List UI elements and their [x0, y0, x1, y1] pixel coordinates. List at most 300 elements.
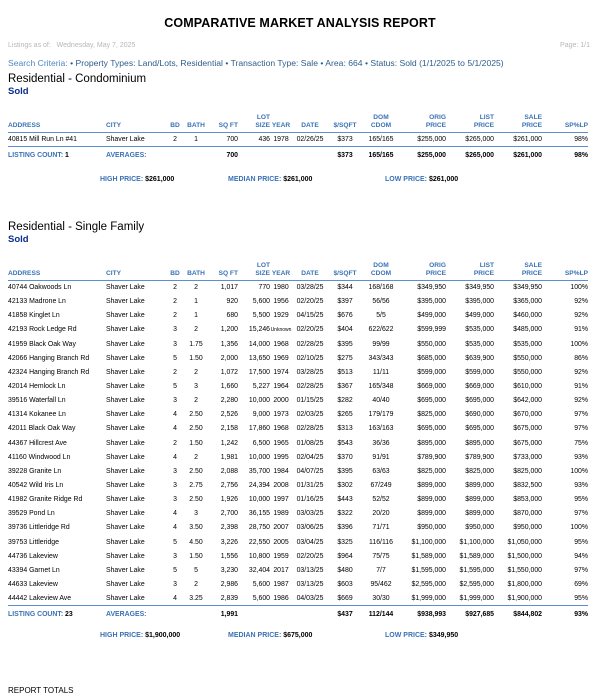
cell-dom-cdom: 67/249 — [370, 482, 392, 490]
cell-dom-cdom: 52/52 — [372, 496, 390, 504]
cell-list-price: $2,595,000 — [459, 581, 494, 589]
cell-date: 03/13/25 — [296, 581, 324, 589]
cell-bath: 2.50 — [189, 411, 203, 419]
cell-per-sqft: $367 — [337, 383, 353, 391]
cell-lot-size: 10,000 — [248, 496, 270, 504]
cell-lot-size: 15,246 — [248, 326, 270, 334]
cell-bath: 2 — [194, 397, 198, 405]
cell-list-price: $1,999,000 — [459, 594, 494, 602]
cell-sp-lp: 95% — [574, 594, 588, 602]
cell-lot-size: 9,000 — [252, 411, 270, 419]
cell-year: 1978 — [273, 136, 289, 144]
cell-bath: 2 — [194, 326, 198, 334]
cell-date: 04/07/25 — [296, 467, 324, 475]
cell-bath: 3 — [194, 510, 198, 518]
cell-sp-lp: 100% — [570, 467, 588, 475]
cell-dom-cdom: 5/5 — [376, 312, 386, 320]
cell-bd: 2 — [173, 284, 177, 292]
cell-year: Unknown — [270, 326, 292, 333]
column-header-bath: BATH — [182, 114, 210, 133]
column-header-sale-price — [494, 114, 542, 133]
section-title: Residential - Single Family — [8, 221, 145, 233]
cell-bath: 5 — [194, 566, 198, 574]
avg-per-sqft: $437 — [328, 606, 362, 624]
cell-year: 1969 — [273, 354, 289, 362]
cell-sqft: 1,356 — [220, 340, 238, 348]
cell-lot-size: 10,000 — [248, 397, 270, 405]
cell-bd: 4 — [173, 524, 177, 532]
high-price-label: HIGH PRICE: — [100, 176, 144, 183]
cell-orig-price: $899,000 — [417, 510, 446, 518]
cell-bd: 2 — [173, 368, 177, 376]
cell-lot-size: 17,860 — [248, 425, 270, 433]
cell-lot-size: 770 — [258, 284, 270, 292]
cell-city: Shaver Lake — [106, 482, 145, 490]
cell-year: 1974 — [273, 368, 289, 376]
cell-per-sqft: $313 — [337, 425, 353, 433]
cell-sale-price: $460,000 — [513, 312, 542, 320]
cell-sale-price: $610,000 — [513, 383, 542, 391]
column-header-sp-lp: SP%LP — [542, 262, 588, 281]
cell-sqft: 3,230 — [220, 566, 238, 574]
column-header-orig-price — [400, 262, 446, 281]
table-row — [8, 295, 588, 309]
cell-date: 02/03/25 — [296, 411, 324, 419]
cell-address: 44736 Lakeview — [8, 552, 58, 560]
column-header-bath: BATH — [182, 262, 210, 281]
column-header-address: ADDRESS — [8, 114, 106, 133]
cell-per-sqft: $395 — [337, 467, 353, 475]
cell-per-sqft: $370 — [337, 453, 353, 461]
cell-list-price: $1,100,000 — [459, 538, 494, 546]
cell-year: 1986 — [273, 594, 289, 602]
table-row — [8, 464, 588, 478]
cell-year: 1964 — [273, 383, 289, 391]
cell-sp-lp: 93% — [574, 453, 588, 461]
low-price-label: LOW PRICE: — [385, 632, 427, 639]
table-row — [8, 323, 588, 337]
table-row — [8, 379, 588, 393]
cell-orig-price: $499,000 — [417, 312, 446, 320]
cell-sqft: 1,200 — [220, 326, 238, 334]
column-header-year: YEAR — [270, 114, 292, 133]
report-title: COMPARATIVE MARKET ANALYSIS REPORT — [164, 16, 436, 30]
cell-sqft: 2,700 — [220, 510, 238, 518]
cell-list-price: $690,000 — [465, 411, 494, 419]
cell-orig-price: $789,900 — [417, 453, 446, 461]
column-header-list-price — [446, 114, 494, 133]
cell-bath: 2.50 — [189, 425, 203, 433]
cell-sp-lp: 86% — [574, 354, 588, 362]
cell-orig-price: $599,000 — [417, 368, 446, 376]
cell-lot-size: 14,000 — [248, 340, 270, 348]
column-header-sale-price-line1: SALE — [524, 114, 542, 121]
cell-address: 39228 Granite Ln — [8, 467, 62, 475]
column-header-address: ADDRESS — [8, 262, 106, 281]
cell-year: 1965 — [273, 439, 289, 447]
cell-sale-price: $1,800,000 — [507, 581, 542, 589]
cell-bath: 3.25 — [189, 594, 203, 602]
column-header-sale-price-line2: PRICE — [521, 122, 542, 129]
cell-lot-size: 5,600 — [252, 594, 270, 602]
cell-sqft: 2,839 — [220, 594, 238, 602]
cell-per-sqft: $282 — [337, 397, 353, 405]
cell-city: Shaver Lake — [106, 510, 145, 518]
cell-orig-price: $950,000 — [417, 524, 446, 532]
averages-label: AVERAGES: — [106, 147, 210, 165]
table-row — [8, 394, 588, 408]
cell-sp-lp: 97% — [574, 425, 588, 433]
cell-year: 1995 — [273, 453, 289, 461]
avg-dom: 165/165 — [362, 147, 400, 165]
cell-year: 2008 — [273, 482, 289, 490]
column-header-date: DATE — [292, 262, 328, 281]
cell-bath: 4.50 — [189, 538, 203, 546]
cell-dom-cdom: 40/40 — [372, 397, 390, 405]
cell-date: 03/04/25 — [296, 538, 324, 546]
cell-list-price: $695,000 — [465, 397, 494, 405]
column-header-sale-price-line1: SALE — [524, 262, 542, 269]
cell-date: 03/03/25 — [296, 510, 324, 518]
avg-sp-lp: 93% — [542, 606, 588, 624]
column-header-year: YEAR — [270, 262, 292, 281]
column-header-orig-price-line1: ORIG — [429, 114, 446, 121]
column-header-bd: BD — [168, 114, 182, 133]
cell-date: 01/08/25 — [296, 439, 324, 447]
cell-bd: 3 — [173, 581, 177, 589]
cell-sqft: 2,158 — [220, 425, 238, 433]
cell-city: Shaver Lake — [106, 383, 145, 391]
cell-city: Shaver Lake — [106, 453, 145, 461]
cell-bath: 2 — [194, 453, 198, 461]
column-header-city: CITY — [106, 262, 168, 281]
cell-city: Shaver Lake — [106, 284, 145, 292]
column-header-list-price-line2: PRICE — [473, 122, 494, 129]
cell-list-price: $599,000 — [465, 368, 494, 376]
section-title: Residential - Condominium — [8, 73, 147, 85]
column-header-orig-price-line2: PRICE — [425, 122, 446, 129]
column-header-sale-price — [494, 262, 542, 281]
cell-dom-cdom: 99/99 — [372, 340, 390, 348]
cell-orig-price: $825,000 — [417, 411, 446, 419]
cell-orig-price: $255,000 — [417, 136, 446, 144]
low-price-label: LOW PRICE: — [385, 176, 427, 183]
median-price-value: $675,000 — [283, 632, 313, 639]
cell-date: 02/20/25 — [296, 326, 324, 334]
listings-as-of-date: Wednesday, May 7, 2025 — [56, 42, 136, 49]
cell-lot-size: 13,650 — [248, 354, 270, 362]
avg-orig-price: $938,993 — [400, 606, 446, 624]
cell-sqft: 1,556 — [220, 552, 238, 560]
avg-sale-price: $261,000 — [494, 147, 542, 165]
cell-lot-size: 24,394 — [248, 482, 270, 490]
table-row — [8, 478, 588, 492]
cell-sp-lp: 92% — [574, 397, 588, 405]
cell-sale-price: $670,000 — [513, 411, 542, 419]
column-header-dom — [362, 114, 400, 133]
section-status: Sold — [8, 86, 29, 97]
cell-address: 44367 Hillcrest Ave — [8, 439, 67, 447]
table-row — [8, 408, 588, 422]
column-header-list-price-line2: PRICE — [473, 270, 494, 277]
cell-year: 1987 — [273, 581, 289, 589]
cell-city: Shaver Lake — [106, 340, 145, 348]
cell-sale-price: $1,500,000 — [507, 552, 542, 560]
cell-sp-lp: 100% — [570, 284, 588, 292]
cell-year: 1956 — [273, 298, 289, 306]
cell-address: 44442 Lakeview Ave — [8, 594, 72, 602]
column-header-lot-size — [238, 262, 270, 281]
cell-dom-cdom: 56/56 — [372, 298, 390, 306]
report-totals: REPORT TOTALS — [8, 686, 74, 695]
cell-sp-lp: 100% — [570, 340, 588, 348]
cell-address: 42014 Hemlock Ln — [8, 383, 66, 391]
condominium-table — [8, 114, 588, 165]
avg-dom: 112/144 — [362, 606, 400, 624]
column-header-orig-price — [400, 114, 446, 133]
cell-lot-size: 5,600 — [252, 581, 270, 589]
cell-per-sqft: $265 — [337, 411, 353, 419]
cell-sp-lp: 95% — [574, 538, 588, 546]
column-header-sqft: SQ FT — [210, 262, 238, 281]
avg-orig-price: $255,000 — [400, 147, 446, 165]
cell-lot-size: 10,000 — [248, 453, 270, 461]
cell-per-sqft: $302 — [337, 482, 353, 490]
column-header-sale-price-line2: PRICE — [521, 270, 542, 277]
avg-list-price: $265,000 — [446, 147, 494, 165]
cell-bd: 2 — [173, 136, 177, 144]
cell-lot-size: 436 — [258, 136, 270, 144]
cell-per-sqft: $404 — [337, 326, 353, 334]
cell-dom-cdom: 95/462 — [370, 581, 392, 589]
listing-count-label: LISTING COUNT: — [8, 611, 64, 619]
cell-per-sqft: $543 — [337, 439, 353, 447]
median-price-value: $261,000 — [283, 176, 313, 183]
cell-address: 42066 Hanging Branch Rd — [8, 354, 90, 362]
median-price — [228, 632, 312, 639]
cell-bath: 1.75 — [189, 340, 203, 348]
table-row — [8, 493, 588, 507]
cell-date: 02/28/25 — [296, 425, 324, 433]
cell-date: 01/16/25 — [296, 496, 324, 504]
cell-address: 44633 Lakeview — [8, 581, 58, 589]
cell-dom-cdom: 75/75 — [372, 552, 390, 560]
cell-city: Shaver Lake — [106, 467, 145, 475]
cell-sale-price: $675,000 — [513, 439, 542, 447]
cell-orig-price: $695,000 — [417, 397, 446, 405]
column-header-city: CITY — [106, 114, 168, 133]
cell-per-sqft: $964 — [337, 552, 353, 560]
cell-sale-price: $550,000 — [513, 368, 542, 376]
cell-sale-price: $853,000 — [513, 496, 542, 504]
cell-sqft: 2,000 — [220, 354, 238, 362]
cell-date: 01/15/25 — [296, 397, 324, 405]
section-status: Sold — [8, 234, 29, 245]
cell-date: 03/06/25 — [296, 524, 324, 532]
cell-lot-size: 22,550 — [248, 538, 270, 546]
cell-address: 42193 Rock Ledge Rd — [8, 326, 77, 334]
cell-list-price: $349,950 — [465, 284, 494, 292]
cell-dom-cdom: 7/7 — [376, 566, 386, 574]
table-row — [8, 521, 588, 535]
search-criteria-label: Search Criteria: — [8, 58, 68, 68]
cell-sale-price: $950,000 — [513, 524, 542, 532]
low-price — [385, 632, 458, 639]
cell-sp-lp: 97% — [574, 566, 588, 574]
cell-date: 03/28/25 — [296, 368, 324, 376]
cell-address: 39529 Pond Ln — [8, 510, 55, 518]
table-row — [8, 563, 588, 577]
cell-dom-cdom: 91/91 — [372, 453, 390, 461]
cell-list-price: $499,000 — [465, 312, 494, 320]
listings-as-of-label: Listings as of: — [8, 42, 51, 49]
listing-count — [8, 606, 106, 624]
cell-bath: 2 — [194, 581, 198, 589]
cell-sp-lp: 92% — [574, 368, 588, 376]
cell-sp-lp: 91% — [574, 326, 588, 334]
cell-city: Shaver Lake — [106, 411, 145, 419]
cell-bd: 3 — [173, 326, 177, 334]
cell-bd: 4 — [173, 425, 177, 433]
table-row — [8, 422, 588, 436]
cell-year: 1984 — [273, 467, 289, 475]
cell-sp-lp: 95% — [574, 496, 588, 504]
cell-dom-cdom: 165/165 — [368, 136, 394, 144]
cell-list-price: $265,000 — [465, 136, 494, 144]
cell-sale-price: $365,000 — [513, 298, 542, 306]
avg-sqft: 1,991 — [210, 606, 238, 624]
column-header-lot-size-line2: SIZE — [255, 270, 270, 277]
cell-list-price: $825,000 — [465, 467, 494, 475]
low-price — [385, 176, 458, 183]
cell-sp-lp: 97% — [574, 411, 588, 419]
high-price — [100, 176, 174, 183]
table-row — [8, 133, 588, 147]
cell-lot-size: 5,600 — [252, 298, 270, 306]
cell-bd: 4 — [173, 594, 177, 602]
cell-orig-price: $599,999 — [417, 326, 446, 334]
column-header-sp-lp: SP%LP — [542, 114, 588, 133]
cell-date: 02/28/25 — [296, 340, 324, 348]
cell-date: 02/10/25 — [296, 354, 324, 362]
single-family-table — [8, 262, 588, 624]
cell-bath: 1.50 — [189, 354, 203, 362]
cell-sale-price: $832,500 — [513, 482, 542, 490]
cell-address: 39753 Littleridge — [8, 538, 59, 546]
median-price-label: MEDIAN PRICE: — [228, 632, 282, 639]
cell-sp-lp: 97% — [574, 510, 588, 518]
cell-sqft: 680 — [226, 312, 238, 320]
high-price-value: $261,000 — [145, 176, 175, 183]
cell-dom-cdom: 20/20 — [372, 510, 390, 518]
column-header-per-sqft: $/SQFT — [328, 114, 362, 133]
cell-sale-price: $825,000 — [513, 467, 542, 475]
cell-address: 40744 Oakwoods Ln — [8, 284, 72, 292]
column-header-dom — [362, 262, 400, 281]
cell-bath: 1.50 — [189, 552, 203, 560]
condominium-section — [8, 73, 588, 165]
cell-city: Shaver Lake — [106, 312, 145, 320]
cell-dom-cdom: 165/348 — [368, 383, 394, 391]
cell-bd: 2 — [173, 298, 177, 306]
cell-bd: 5 — [173, 566, 177, 574]
cell-per-sqft: $443 — [337, 496, 353, 504]
table-row — [8, 365, 588, 379]
cell-lot-size: 10,800 — [248, 552, 270, 560]
cell-bath: 2 — [194, 368, 198, 376]
cell-year: 1980 — [273, 284, 289, 292]
cell-sp-lp: 98% — [574, 136, 588, 144]
median-price — [228, 176, 312, 183]
low-price-value: $349,950 — [428, 632, 459, 639]
column-header-bd: BD — [168, 262, 182, 281]
table-row — [8, 436, 588, 450]
cell-address: 42133 Madrone Ln — [8, 298, 66, 306]
cell-sqft: 1,242 — [220, 439, 238, 447]
cell-list-price: $535,000 — [465, 326, 494, 334]
table-row — [8, 592, 588, 606]
cell-orig-price: $395,000 — [417, 298, 446, 306]
column-header-lot-size — [238, 114, 270, 133]
table-row — [8, 549, 588, 563]
search-criteria-text: • Property Types: Land/Lots, Residential • Transaction Type: Sale • Area: 664 • Status: Sold (1/1/2025 to 5/1/2025) — [70, 58, 504, 68]
cell-per-sqft: $480 — [337, 566, 353, 574]
cell-city: Shaver Lake — [106, 397, 145, 405]
cell-sale-price: $870,000 — [513, 510, 542, 518]
cell-year: 1973 — [273, 411, 289, 419]
cell-list-price: $899,000 — [465, 510, 494, 518]
cell-orig-price: $1,595,000 — [411, 566, 446, 574]
cell-city: Shaver Lake — [106, 524, 145, 532]
cell-year: 1959 — [273, 552, 289, 560]
cell-list-price: $695,000 — [465, 425, 494, 433]
cell-orig-price: $899,000 — [417, 496, 446, 504]
cell-sp-lp: 100% — [570, 524, 588, 532]
avg-empty — [238, 147, 328, 165]
cell-bd: 5 — [173, 538, 177, 546]
cell-bd: 3 — [173, 467, 177, 475]
table-row — [8, 535, 588, 549]
avg-per-sqft: $373 — [328, 147, 362, 165]
cell-sqft: 1,017 — [220, 284, 238, 292]
high-price-label: HIGH PRICE: — [100, 632, 144, 639]
listings-as-of — [8, 42, 135, 49]
cell-sale-price: $485,000 — [513, 326, 542, 334]
cell-address: 40815 Mill Run Ln #41 — [8, 136, 77, 144]
cell-date: 02/26/25 — [296, 136, 324, 144]
cell-per-sqft: $397 — [337, 298, 353, 306]
table-row — [8, 507, 588, 521]
median-price-label: MEDIAN PRICE: — [228, 176, 282, 183]
column-header-sqft: SQ FT — [210, 114, 238, 133]
high-price — [100, 632, 180, 639]
cell-list-price: $639,900 — [465, 354, 494, 362]
column-header-list-price-line1: LIST — [479, 114, 494, 121]
cell-per-sqft: $513 — [337, 368, 353, 376]
cell-year: 1929 — [273, 312, 289, 320]
cell-per-sqft: $344 — [337, 284, 353, 292]
cell-date: 02/28/25 — [296, 383, 324, 391]
table-row — [8, 309, 588, 323]
cell-bd: 3 — [173, 496, 177, 504]
cell-per-sqft: $275 — [337, 354, 353, 362]
column-header-lot-size-line1: LOT — [256, 114, 270, 121]
cell-city: Shaver Lake — [106, 354, 145, 362]
cell-sale-price: $535,000 — [513, 340, 542, 348]
column-header-lot-size-line2: SIZE — [255, 122, 270, 129]
column-header-dom-line2: CDOM — [370, 122, 392, 129]
cell-address: 41160 Windwood Ln — [8, 453, 71, 461]
